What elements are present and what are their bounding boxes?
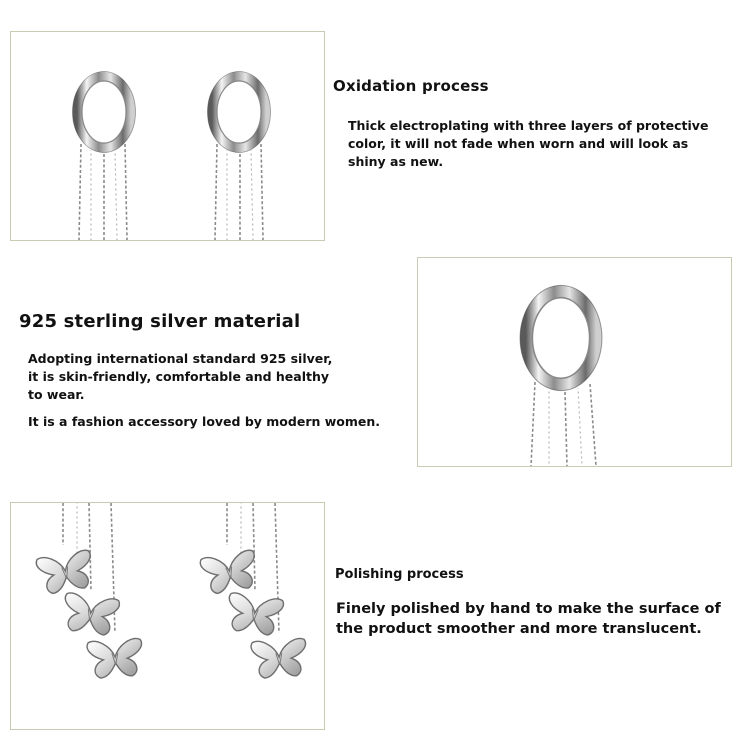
polishing-body: Finely polished by hand to make the surface of the product smoother and more translucent. bbox=[336, 601, 721, 637]
butterfly-charm-5 bbox=[225, 592, 284, 636]
hoops-pair-illustration bbox=[11, 32, 324, 240]
butterfly-charm-4 bbox=[200, 549, 260, 595]
sterling-title: 925 sterling silver material bbox=[19, 311, 301, 332]
butterfly-charm-3 bbox=[87, 638, 144, 679]
product-image-single-hoop bbox=[417, 257, 732, 467]
left-hoop-graphic bbox=[73, 72, 136, 153]
polishing-title: Polishing process bbox=[335, 567, 464, 582]
right-hoop-graphic bbox=[208, 72, 271, 153]
single-hoop-illustration bbox=[418, 258, 731, 466]
butterfly-charms-illustration bbox=[11, 503, 324, 729]
single-hoop-graphic bbox=[520, 285, 602, 390]
product-image-butterflies bbox=[10, 502, 325, 730]
butterfly-charm-1 bbox=[36, 549, 96, 595]
sterling-tagline: It is a fashion accessory loved by modern women. bbox=[28, 414, 381, 429]
butterfly-charm-6 bbox=[251, 638, 308, 679]
product-image-hoops-pair bbox=[10, 31, 325, 241]
oxidation-title: Oxidation process bbox=[333, 77, 489, 95]
sterling-body: Adopting international standard 925 silver, it is skin-friendly, comfortable and healthy to wear. bbox=[28, 351, 333, 402]
butterfly-charm-2 bbox=[61, 592, 120, 636]
oxidation-body: Thick electroplating with three layers of protective color, it will not fade when worn and will look as shiny as new. bbox=[348, 118, 709, 169]
